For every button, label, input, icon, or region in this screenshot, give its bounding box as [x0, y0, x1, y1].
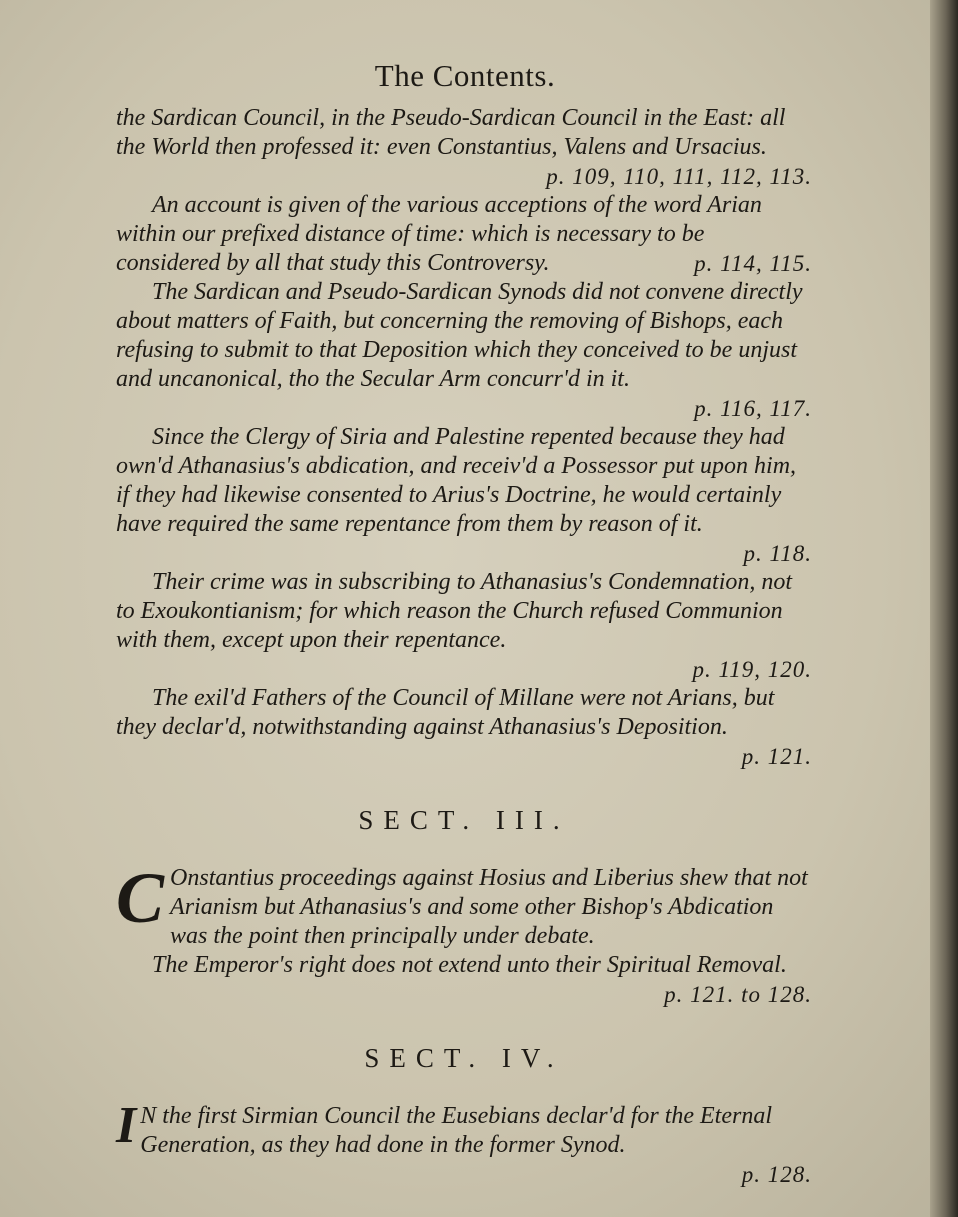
contents-entry [116, 278, 812, 423]
contents-entry [116, 104, 812, 189]
book-spine-shadow [930, 0, 958, 1217]
contents-entry [116, 951, 812, 1009]
page-reference: p. 121. to 128. [664, 982, 812, 1007]
entry-text: The Emperor's right does not extend unto their Spiritual Removal. [152, 952, 787, 978]
entry-text: Their crime was in subscribing to Athanasius's Condemnation, not to Exoukontianism; for which reason the Church refused Communion with them, except upon their repentance. [116, 569, 793, 653]
page-reference: p. 119, 120. [692, 657, 812, 682]
entry-text: Since the Clergy of Siria and Palestine repented because they had own'd Athanasius's abdication, and receiv'd a Possessor put upon him, if they had likewise consented to Arius's Doctrine, he would certainly have required the same repentance from them by reason of it. [116, 424, 797, 537]
drop-cap: I [116, 1097, 137, 1154]
drop-cap: C [116, 858, 165, 938]
page-reference: p. 109, 110, 111, 112, 113. [546, 164, 812, 189]
entry-text: N the first Sirmian Council the Eusebians declar'd for the Eternal Generation, as they had done in the former Synod. [140, 1103, 773, 1158]
entry-text: Onstantius proceedings against Hosius and Liberius shew that not Arianism but Athanasius's and some other Bishop's Abdication was the point then principally under debate. [170, 865, 808, 949]
section-heading: SECT. IV. [364, 1043, 564, 1073]
entry-text: The exil'd Fathers of the Council of Millane were not Arians, but they declar'd, notwithstanding against Athanasius's Deposition. [116, 685, 775, 740]
page-reference: p. 128. [741, 1162, 812, 1187]
contents-entry [116, 684, 812, 771]
entry-text: the Sardican Council, in the Pseudo-Sardican Council in the East: all the World then professed it: even Constantius, Valens and Ursacius. [116, 105, 786, 160]
page-reference: p. 121. [741, 744, 812, 769]
contents-entry [116, 423, 812, 568]
page-reference: p. 114, 115. [694, 251, 812, 276]
entry-text: The Sardican and Pseudo-Sardican Synods did not convene directly about matters of Faith, but concerning the removing of Bishops, each refusing to submit to that Deposition which they conceived to be unjust and uncanonical, tho the Secular Arm concurr'd in it. [116, 279, 803, 392]
contents-entry [116, 1097, 812, 1189]
page-title: The Contents. [374, 58, 556, 93]
contents-entry [116, 858, 812, 951]
contents-body [116, 104, 812, 1189]
contents-entry [116, 191, 812, 278]
section-heading: SECT. III. [358, 805, 570, 835]
entry-text: An account is given of the various acceptions of the word Arian within our prefixed distance of time: which is necessary to be considered by all that study this Controversy. [116, 192, 762, 276]
contents-entry [116, 568, 812, 684]
page-reference: p. 118. [743, 541, 812, 566]
page-reference: p. 116, 117. [694, 396, 812, 421]
